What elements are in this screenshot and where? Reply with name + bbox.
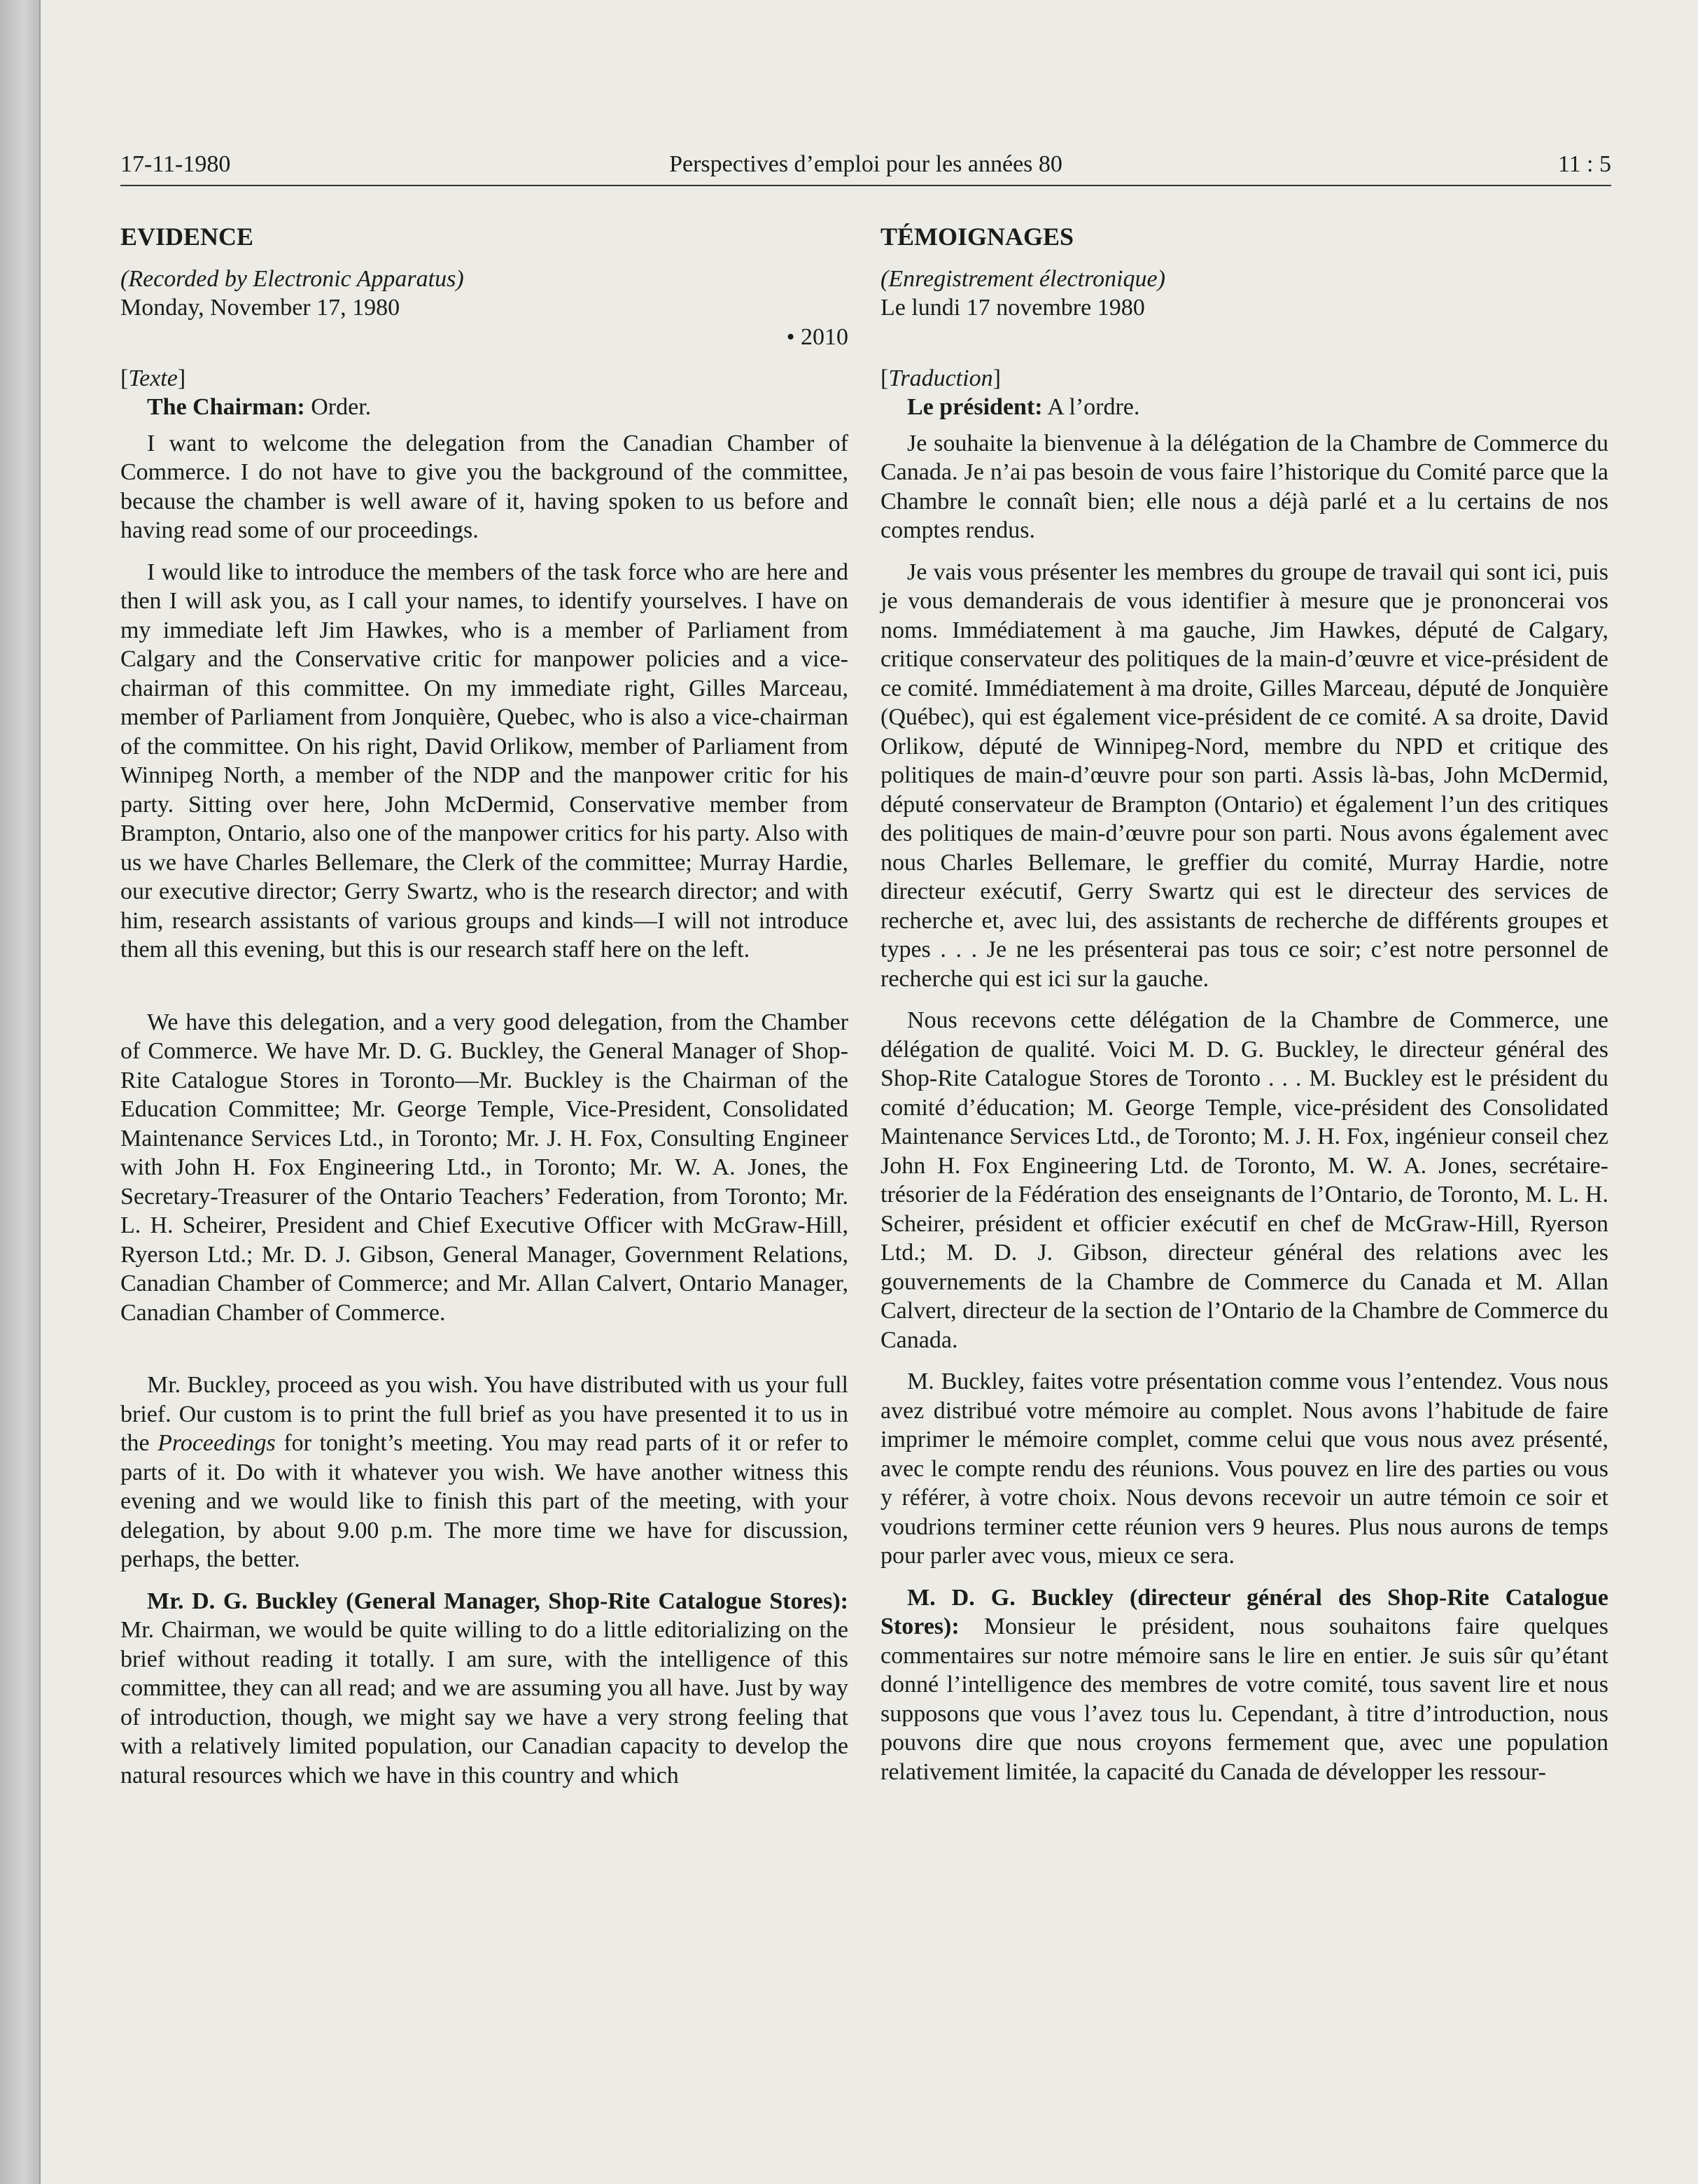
speech-text: Order. bbox=[304, 394, 372, 420]
paragraph: Je vais vous présenter les membres du groupe de travail qui sont ici, puis je vous demanderais de vous identifier à mesure que je prononcerai vos noms. Immédiatement à ma gauche, Jim Hawkes, député de Calgary, critique conservateur des politiques de la main-d’œuvre et vice-président de ce comité. Immédiatement à ma droite, Gilles Marceau, député de Jonquière (Québec), qui est également vice-président de ce comité. A sa droite, David Orlikow, député de Winnipeg-Nord, membre du NPD et critique des politiques de main-d’œuvre pour son parti. Assis là-bas, John McDermid, député conservateur de Brampton (Ontario) et également l’un des critiques des politiques de main-d’œuvre pour son parti. Nous avons également avec nous Charles Bellemare, le greffier du comité, Murray Hardie, notre directeur exécutif, Gerry Swartz qui est le directeur des services de recherche et, avec lui, des assistants de recherche de différents groupes et types . . . Je ne les présenterai pas tous ce soir; c’est notre personnel de recherche qui est ici sur la gauche. bbox=[880, 559, 1608, 992]
paragraph: Je souhaite la bienvenue à la délégation de la Chambre de Commerce du Canada. Je n’ai pas besoin de vous faire l’historique du Comité parce que la Chambre le connaît bien; elle nous a déjà parlé et a lu certains de nos comptes rendus. bbox=[880, 430, 1608, 543]
paragraph bbox=[120, 1587, 848, 1791]
header-rule bbox=[120, 185, 1611, 186]
header-date: 17-11-1980 bbox=[120, 151, 231, 177]
paragraph: I want to welcome the delegation from the Canadian Chamber of Commerce. I do not have to give you the background of the committee, because the chamber is well aware of it, having spoken to us before and having read some of our proceedings. bbox=[120, 430, 848, 543]
paragraph: M. Buckley, faites votre présentation comme vous l’entendez. Vous nous avez distribué votre mémoire au complet. Nous avons l’habitude de faire imprimer le mémoire complet, comme celui que vous nous avez présenté, avec le compte rendu des réunions. Vous pouvez en lire des parties ou vous y référer, à votre choix. Nous devons recevoir un autre témoin ce soir et voudrions terminer cette réunion vers 9 heures. Plus nous aurons de temps pour parler avec vous, mieux ce sera. bbox=[880, 1368, 1608, 1569]
header-title: Perspectives d’emploi pour les années 80 bbox=[669, 151, 1062, 177]
paragraph bbox=[880, 393, 1608, 422]
recorded-note: (Enregistrement électronique) bbox=[880, 265, 1165, 292]
speech-text: A l’ordre. bbox=[1042, 394, 1140, 420]
speech-text: Mr. Chairman, we would be quite willing to do a little editorializing on the brief without reading it totally. I am sure, with the intelligence of this committee, they can all read; and we are assuming you all have. Just by way of introduction, though, we might say we have a very strong feeling that with a relatively limited population, our Canadian capacity to develop the natural resources which we have in this country and which bbox=[120, 1617, 848, 1788]
speech-text: for tonight’s meeting. You may read parts of it or refer to parts of it. Do with it whatever you wish. We have another witness this evening and we would like to finish this part of the meeting, with your delegation, by about 9.00 p.m. The more time we have for discussion, perhaps, the better. bbox=[120, 1430, 848, 1572]
paragraph bbox=[120, 393, 848, 422]
paragraph bbox=[880, 1583, 1608, 1787]
french-column bbox=[880, 223, 1608, 1799]
paragraph-gap bbox=[120, 1340, 848, 1371]
proceedings-title: Proceedings bbox=[157, 1430, 276, 1456]
speaker-name: The Chairman: bbox=[147, 394, 305, 420]
paragraph-gap bbox=[120, 977, 848, 1008]
meeting-date: Le lundi 17 novembre 1980 bbox=[880, 295, 1145, 321]
paragraph: I would like to introduce the members of the task force who are here and then I will ask you, as I call your names, to identify yourselves. I have on my immediate left Jim Hawkes, who is a member of Parliament from Calgary and the Conservative critic for manpower policies and a vice-chairman of this committee. On my immediate right, Gilles Marceau, member of Parliament from Jonquière, Quebec, who is also a vice-chairman of the committee. On his right, David Orlikow, member of Parliament from Winnipeg North, a member of the NDP and the manpower critic for his party. Sitting over here, John McDermid, Conservative member from Brampton, Ontario, also one of the manpower critics for his party. Also with us we have Charles Bellemare, the Clerk of the committee; Murray Hardie, our executive director; Gerry Swartz, who is the research director; and with him, research assistants of various groups and kinds—I will not introduce them all this evening, but this is our research staff here on the left. bbox=[120, 559, 848, 962]
paragraph: Nous recevons cette délégation de la Chambre de Commerce, une délégation de qualité. Voici M. D. G. Buckley, le directeur général des Shop-Rite Catalogue Stores de Toronto . . . M. Buckley est le président du comité d’éducation; M. George Temple, vice-président des Consolidated Maintenance Services Ltd., de Toronto; M. J. H. Fox, ingénieur conseil chez John H. Fox Engineering Ltd. de Toronto, M. W. A. Jones, secrétaire-trésorier de la Fédération des enseignants de l’Ontario, de Toronto, M. L. H. Scheirer, président et officier exécutif en chef de McGraw-Hill, Ryerson Ltd.; M. D. J. Gibson, directeur général des relations avec les gouvernements de la Chambre de Commerce du Canada et M. Allan Calvert, directeur de la section de l’Ontario de la Chambre de Commerce du Canada. bbox=[880, 1007, 1608, 1353]
temoignages-heading: TÉMOIGNAGES bbox=[880, 223, 1074, 251]
meeting-date: Monday, November 17, 1980 bbox=[120, 295, 400, 321]
speaker-name: Mr. D. G. Buckley (General Manager, Shop-Rite Catalogue Stores): bbox=[147, 1588, 848, 1614]
evidence-heading: EVIDENCE bbox=[120, 223, 254, 251]
language-marker: [Texte] bbox=[120, 365, 186, 391]
english-column bbox=[120, 223, 848, 1802]
paragraph bbox=[120, 1371, 848, 1574]
paragraph: We have this delegation, and a very good delegation, from the Chamber of Commerce. We have Mr. D. G. Buckley, the General Manager of Shop-Rite Catalogue Stores in Toronto—Mr. Buckley is the Chairman of the Education Committee; Mr. George Temple, Vice-President, Consolidated Maintenance Services Ltd., in Toronto; Mr. J. H. Fox, Consulting Engineer with John H. Fox Engineering Ltd., in Toronto; Mr. W. A. Jones, the Secretary-Treasurer of the Ontario Teachers’ Federation, from Toronto; Mr. L. H. Scheirer, President and Chief Executive Officer with McGraw-Hill, Ryerson Ltd.; Mr. D. J. Gibson, General Manager, Government Relations, Canadian Chamber of Commerce; and Mr. Allan Calvert, Ontario Manager, Canadian Chamber of Commerce. bbox=[120, 1009, 848, 1326]
speaker-name: M. D. G. Buckley (directeur général des Shop-Rite Catalogue Stores): bbox=[880, 1584, 1608, 1639]
time-marker: • 2010 bbox=[786, 323, 848, 350]
speech-text: Mr. Buckley, proceed as you wish. You have distributed with us your full brief. Our custom is to print the full brief as you have presented it to us in the bbox=[120, 1372, 848, 1456]
time-spacer bbox=[880, 323, 1608, 364]
speech-text: Monsieur le président, nous souhaitons faire quelques commentaires sur notre mémoire sans le lire en entier. Je suis sûr qu’étant donné l’intelligence des membres de votre comité, tous savent lire et nous supposons que vous l’avez tous lu. Cependant, à titre d’introduction, nous pouvons dire que nous croyons fermement que, avec une population relativement limitée, la capacité du Canada de développer les ressour- bbox=[880, 1614, 1608, 1785]
recorded-note: (Recorded by Electronic Apparatus) bbox=[120, 265, 464, 292]
running-header bbox=[120, 144, 1611, 185]
language-marker: [Traduction] bbox=[880, 365, 1001, 391]
book-spine-shadow bbox=[0, 0, 39, 2184]
speaker-name: Le président: bbox=[907, 394, 1043, 420]
header-page-number: 11 : 5 bbox=[1557, 151, 1611, 177]
